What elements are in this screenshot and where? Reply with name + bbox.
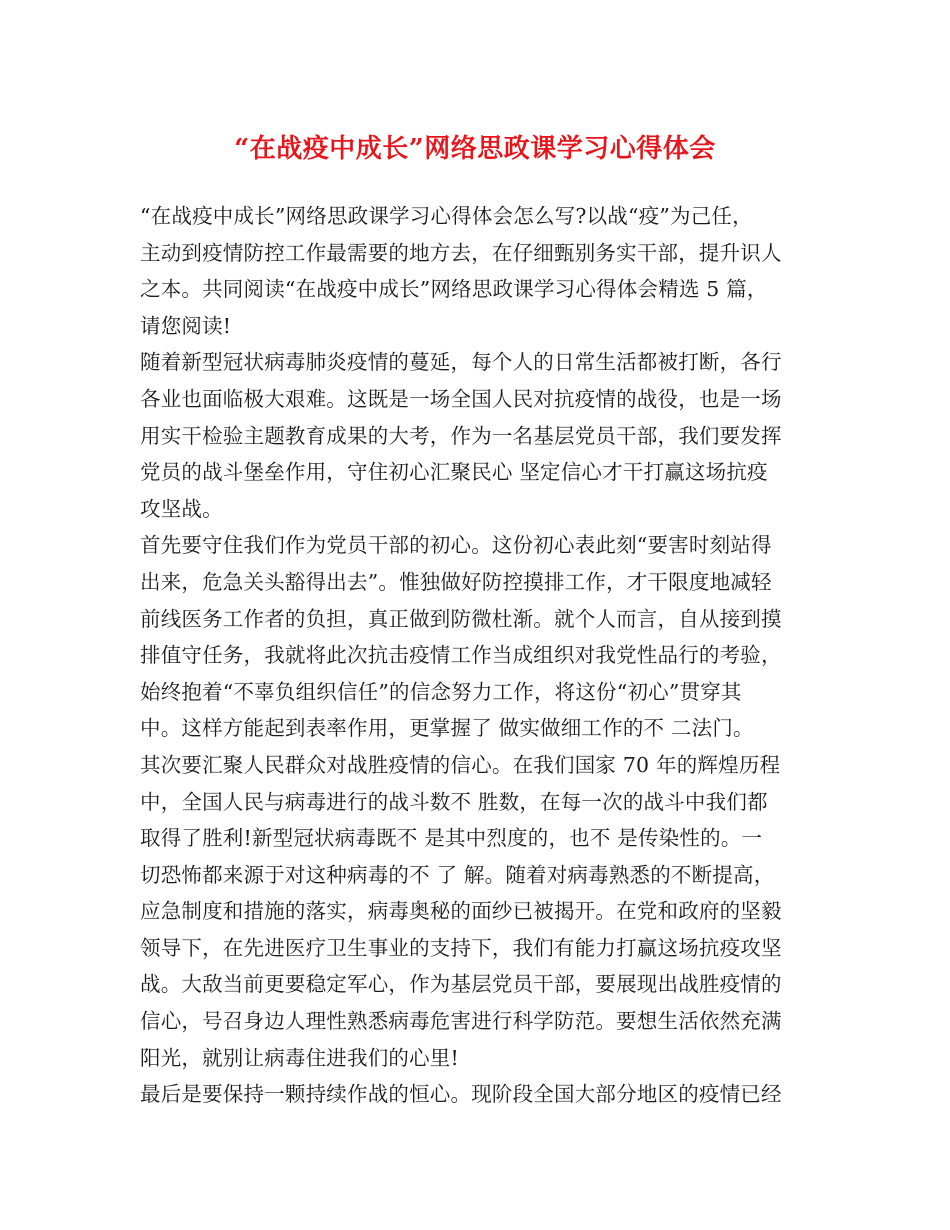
text-line: “在战疫中成长”网络思政课学习心得体会怎么写?以战“疫”为己任， (140, 204, 753, 228)
text-line: 随着新型冠状病毒肺炎疫情的蔓延，每个人的日常生活都被打断，各行 (140, 350, 782, 375)
text-line: 党员的战斗堡垒作用，守住初心汇聚民心 坚定信心才干打赢这场抗疫 (140, 460, 768, 485)
text-line: 主动到疫情防控工作最需要的地方去，在仔细甄别务实干部，提升识人 (140, 240, 782, 265)
text-line: 用实干检验主题教育成果的大考，作为一名基层党员干部，我们要发挥 (140, 423, 782, 448)
text-line: 请您阅读! (140, 313, 232, 338)
text-line: 排值守任务，我就将此次抗击疫情工作当成组织对我党性品行的考验， (140, 643, 782, 668)
text-line: 最后是要保持一颗持续作战的恒心。现阶段全国大部分地区的疫情已经 (140, 1082, 782, 1107)
text-line: 战。大敌当前更要稳定军心，作为基层党员干部，要展现出战胜疫情的 (140, 972, 782, 997)
text-line: 出来，危急关头豁得出去”。惟独做好防控摸排工作，才干限度地减轻 (140, 569, 772, 594)
text-line: 中。这样方能起到表率作用，更掌握了 做实做细工作的不 二法门。 (140, 716, 754, 741)
text-line: 中，全国人民与病毒进行的战斗数不 胜数，在每一次的战斗中我们都 (140, 789, 768, 814)
text-line: 攻坚战。 (140, 496, 223, 521)
text-line: 切恐怖都来源于对这种病毒的不 了 解。随着对病毒熟悉的不断提高， (140, 862, 775, 887)
text-line: 取得了胜利!新型冠状病毒既不 是其中烈度的，也不 是传染性的。一 (140, 826, 763, 851)
text-line: 信心，号召身边人理性熟悉病毒危害进行科学防范。要想生活依然充满 (140, 1009, 782, 1034)
text-line: 其次要汇聚人民群众对战胜疫情的信心。在我们国家 70 年的辉煌历程 (140, 752, 781, 777)
text-line: 领导下，在先进医疗卫生事业的支持下，我们有能力打赢这场抗疫攻坚 (140, 935, 782, 960)
text-line: 各业也面临极大艰难。这既是一场全国人民对抗疫情的战役，也是一场 (140, 386, 782, 411)
text-line: 始终抱着“不辜负组织信任”的信念努力工作，将这份“初心”贯穿其 (140, 679, 742, 704)
page-title: “在战疫中成长”网络思政课学习心得体会 (234, 134, 716, 164)
document-body (140, 198, 830, 1113)
text-line: 首先要守住我们作为党员干部的初心。这份初心表此刻“要害时刻站得 (140, 533, 772, 558)
text-line: 应急制度和措施的落实，病毒奥秘的面纱已被揭开。在党和政府的坚毅 (140, 899, 782, 924)
text-line: 阳光，就别让病毒住进我们的心里! (140, 1045, 459, 1070)
text-line: 前线医务工作者的负担，真正做到防微杜渐。就个人而言，自从接到摸 (140, 606, 782, 631)
text-line: 之本。共同阅读“在战疫中成长”网络思政课学习心得体会精选 5 篇， (140, 277, 768, 302)
